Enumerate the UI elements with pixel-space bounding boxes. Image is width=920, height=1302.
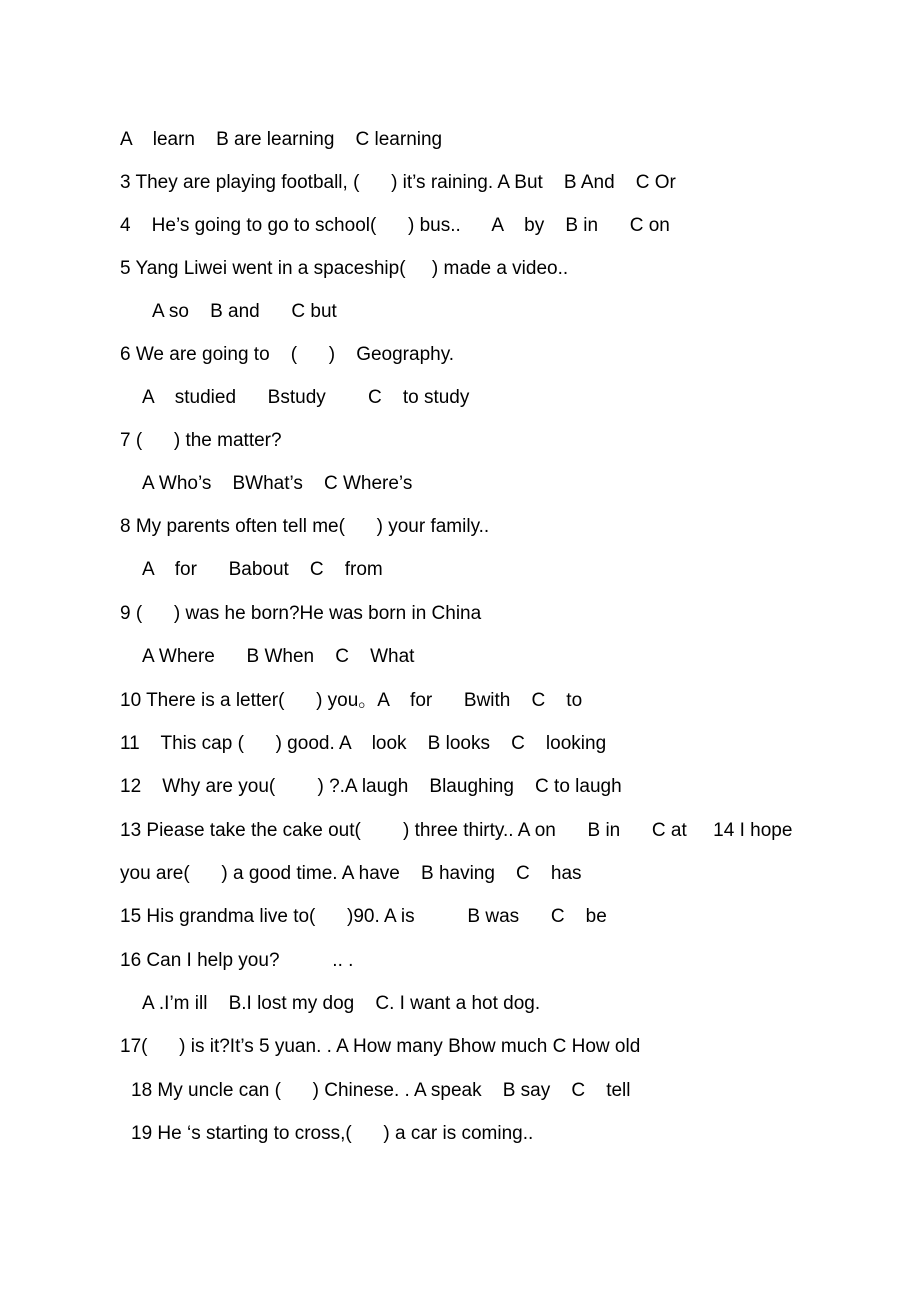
question-11: 11 This cap ( ) good. A look B looks C looking bbox=[120, 733, 607, 754]
question-15: 15 His grandma live to( )90. A is B was C be bbox=[120, 906, 607, 927]
question-5-options: A so B and C but bbox=[152, 301, 337, 322]
question-16-options: A .I’m ill B.I lost my dog C. I want a hot dog. bbox=[142, 993, 541, 1014]
question-9: 9 ( ) was he born?He was born in China bbox=[120, 603, 482, 624]
question-6-options: A studied Bstudy C to study bbox=[142, 387, 470, 408]
question-12: 12 Why are you( ) ?.A laugh Blaughing C to laugh bbox=[120, 776, 622, 797]
option-line: A learn B are learning C learning bbox=[120, 129, 443, 150]
question-3: 3 They are playing football, ( ) it’s raining. A But B And C Or bbox=[120, 172, 676, 193]
question-10: 10 There is a letter( ) you。A for Bwith C to bbox=[120, 690, 583, 711]
question-17: 17( ) is it?It’s 5 yuan. . A How many Bhow much C How old bbox=[120, 1036, 641, 1057]
question-7-options: A Who’s BWhat’s C Where’s bbox=[142, 473, 413, 494]
question-6: 6 We are going to ( ) Geography. bbox=[120, 344, 455, 365]
question-9-options: A Where B When C What bbox=[142, 646, 415, 667]
question-5: 5 Yang Liwei went in a spaceship( ) made a video.. bbox=[120, 258, 569, 279]
question-18: 18 My uncle can ( ) Chinese. . A speak B say C tell bbox=[131, 1080, 631, 1101]
question-4: 4 He’s going to go to school( ) bus.. A by B in C on bbox=[120, 215, 670, 236]
question-8-options: A for Babout C from bbox=[142, 559, 383, 580]
question-7: 7 ( ) the matter? bbox=[120, 430, 282, 451]
question-19: 19 He ‘s starting to cross,( ) a car is coming.. bbox=[131, 1123, 534, 1144]
question-13: 13 Piease take the cake out( ) three thirty.. A on B in C at 14 I hope bbox=[120, 820, 793, 841]
question-16: 16 Can I help you? .. . bbox=[120, 950, 354, 971]
question-8: 8 My parents often tell me( ) your family.. bbox=[120, 516, 490, 537]
question-14-continued: you are( ) a good time. A have B having C has bbox=[120, 863, 582, 884]
